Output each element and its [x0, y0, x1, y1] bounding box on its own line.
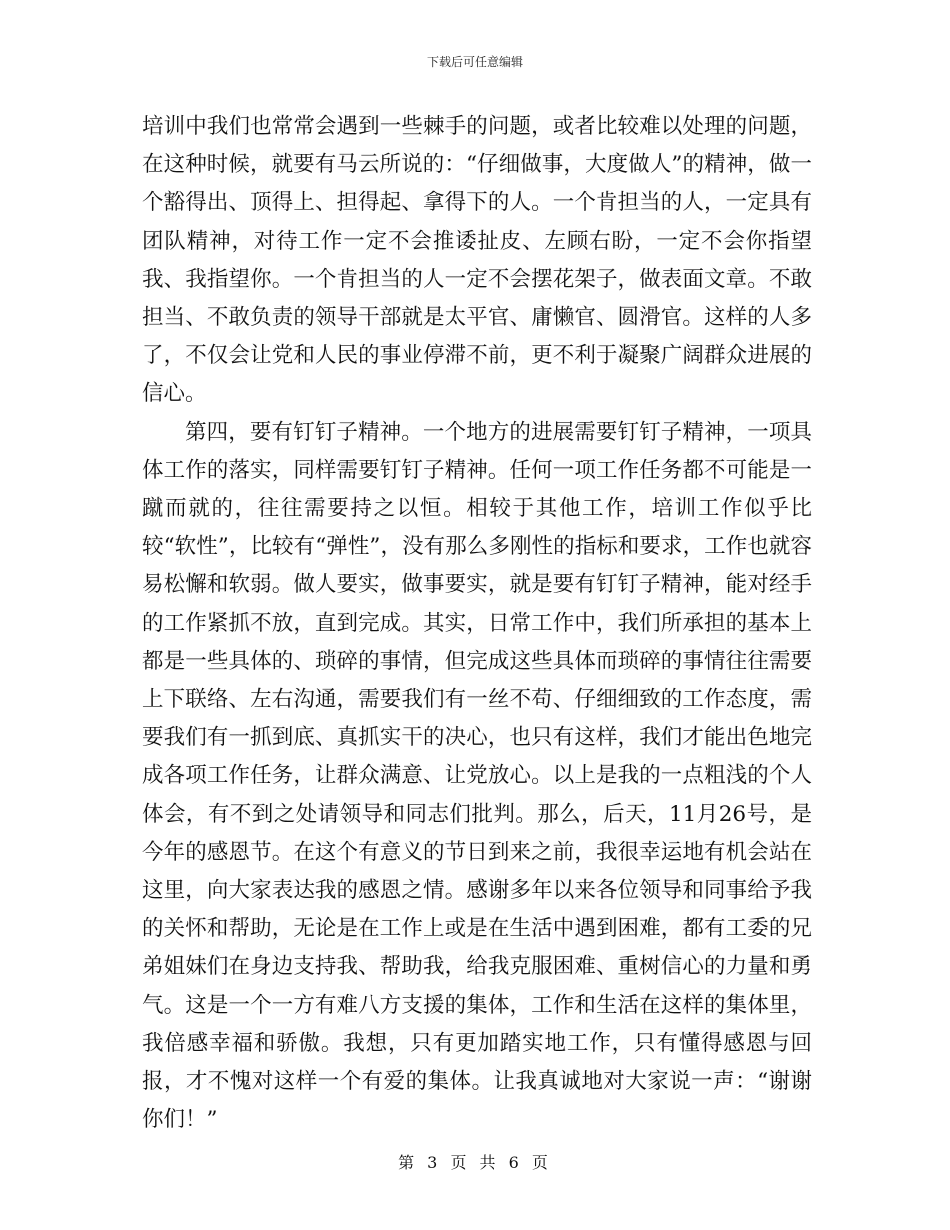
- page-number-footer: 第 3 页 共 6 页: [398, 1153, 552, 1172]
- page-header: 下载后可任意编辑: [426, 55, 523, 69]
- document-body: [142, 108, 812, 1139]
- body-paragraph-2: 第四，要有钉钉子精神。一个地方的进展需要钉钉子精神，一项具体工作的落实，同样需要钉钉子精神。任何一项工作任务都不可能是一蹴而就的，往往需要持之以恒。相较于其他工作，培训工作似乎比较“软性”，比较有“弹性”，没有那么多刚性的指标和要求，工作也就容易松懈和软弱。做人要实，做事要实，就是要有钉钉子精神，能对经手的工作紧抓不放，直到完成。其实，日常工作中，我们所承担的基本上都是一些具体的、琐碎的事情，但完成这些具体而琐碎的事情往往需要上下联络、左右沟通，需要我们有一丝不苟、仔细细致的工作态度，需要我们有一抓到底、真抓实干的决心，也只有这样，我们才能出色地完成各项工作任务，让群众满意、让党放心。以上是我的一点粗浅的个人体会，有不到之处请领导和同志们批判。那么，后天，11月26号，是今年的感恩节。在这个有意义的节日到来之前，我很幸运地有机会站在这里，向大家表达我的感恩之情。感谢多年以来各位领导和同事给予我的关怀和帮助，无论是在工作上或是在生活中遇到困难，都有工委的兄弟姐妹们在身边支持我、帮助我，给我克服困难、重树信心的力量和勇气。这是一个一方有难八方支援的集体，工作和生活在这样的集体里，我倍感幸福和骄傲。我想，只有更加踏实地工作，只有懂得感恩与回报，才不愧对这样一个有爱的集体。让我真诚地对大家说一声：“谢谢你们！”: [142, 419, 812, 1133]
- body-paragraph-1: 培训中我们也常常会遇到一些棘手的问题，或者比较难以处理的问题，在这种时候，就要有马云所说的：“仔细做事，大度做人”的精神，做一个豁得出、顶得上、担得起、拿得下的人。一个肯担当的人，一定具有团队精神，对待工作一定不会推诿扯皮、左顾右盼，一定不会你指望我、我指望你。一个肯担当的人一定不会摆花架子，做表面文章。不敢担当、不敢负责的领导干部就是太平官、庸懒官、圆滑官。这样的人多了，不仅会让党和人民的事业停滞不前，更不利于凝聚广阔群众进展的信心。: [142, 114, 812, 407]
